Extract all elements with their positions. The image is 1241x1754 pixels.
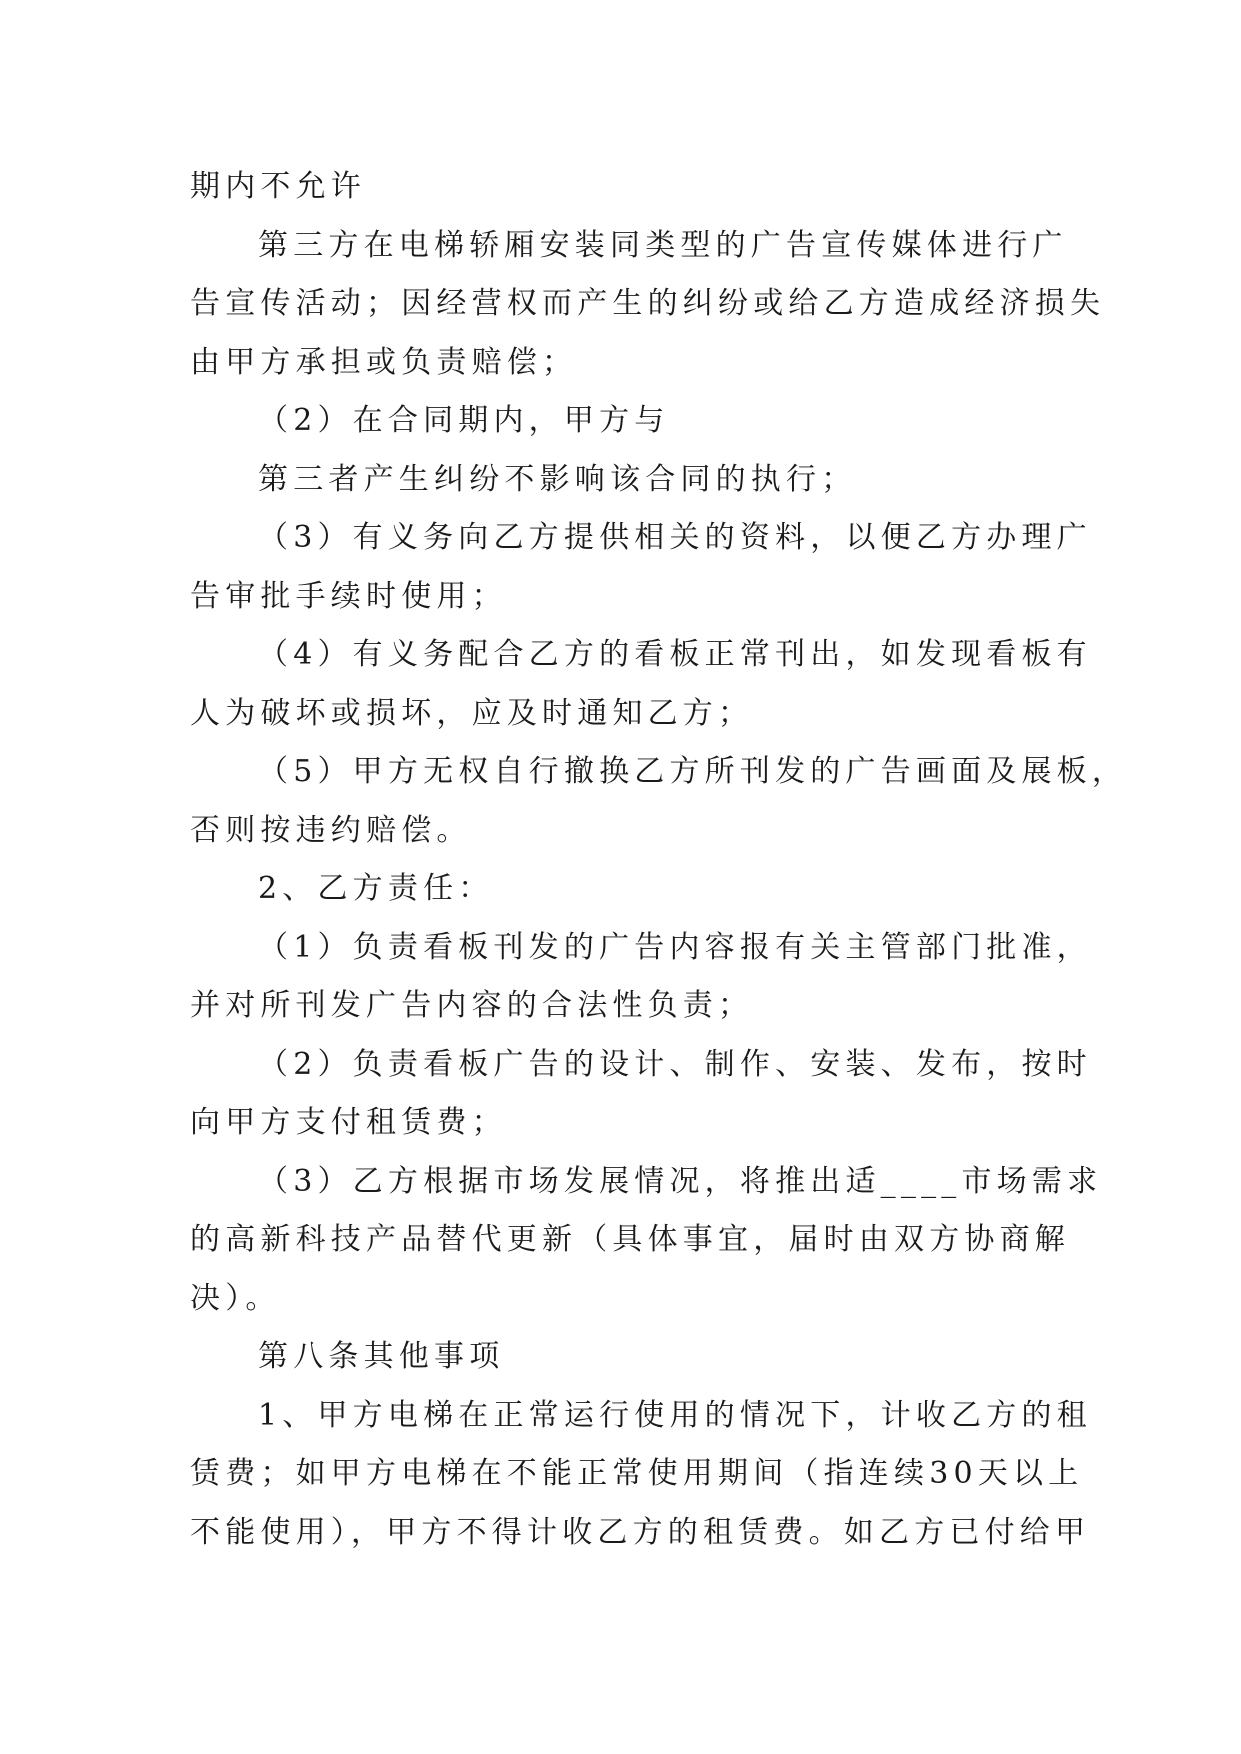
text-line: （2）负责看板广告的设计、制作、安装、发布，按时 — [258, 1046, 1092, 1082]
document-body — [190, 158, 1128, 1562]
text-line: 期内不允许 — [190, 169, 366, 204]
text-line: 告审批手续时使用； — [190, 578, 507, 614]
text-line: 向甲方支付租赁费； — [190, 1105, 507, 1140]
text-line: 人为破坏或损坏，应及时通知乙方； — [190, 695, 754, 731]
text-line: 第三者产生纠纷不影响该合同的执行； — [258, 461, 857, 497]
text-line: （3）有义务向乙方提供相关的资料，以便乙方办理广 — [258, 520, 1092, 555]
text-line: 的高新科技产品替代更新（具体事宜，届时由双方协商解 — [190, 1222, 1070, 1257]
text-line: 决）。 — [190, 1280, 281, 1316]
text-line: （1）负责看板刊发的广告内容报有关主管部门批准， — [258, 929, 1092, 965]
text-line: （4）有义务配合乙方的看板正常刊出，如发现看板有 — [258, 637, 1092, 672]
text-line: （2）在合同期内，甲方与 — [258, 403, 670, 438]
text-line: 第八条其他事项 — [258, 1339, 505, 1374]
text-line: 1、甲方电梯在正常运行使用的情况下，计收乙方的租 — [258, 1397, 1092, 1433]
text-line: （5）甲方无权自行撤换乙方所刊发的广告画面及展板， — [258, 754, 1128, 789]
text-line: （3）乙方根据市场发展情况，将推出适____市场需求 — [258, 1163, 1103, 1199]
text-line: 并对所刊发广告内容的合法性负责； — [190, 988, 754, 1023]
text-line: 2、乙方责任： — [258, 871, 494, 906]
text-line: 告宣传活动；因经营权而产生的纠纷或给乙方造成经济损失 — [190, 286, 1106, 321]
text-line: 第三方在电梯轿厢安装同类型的广告宣传媒体进行广 — [258, 227, 1068, 263]
text-line: 赁费；如甲方电梯在不能正常使用期间（指连续30天以上 — [190, 1456, 1084, 1491]
text-line: 不能使用），甲方不得计收乙方的租赁费。如乙方已付给甲 — [190, 1514, 1091, 1550]
text-line: 由甲方承担或负责赔偿； — [190, 344, 578, 380]
text-line: 否则按违约赔偿。 — [190, 812, 472, 848]
